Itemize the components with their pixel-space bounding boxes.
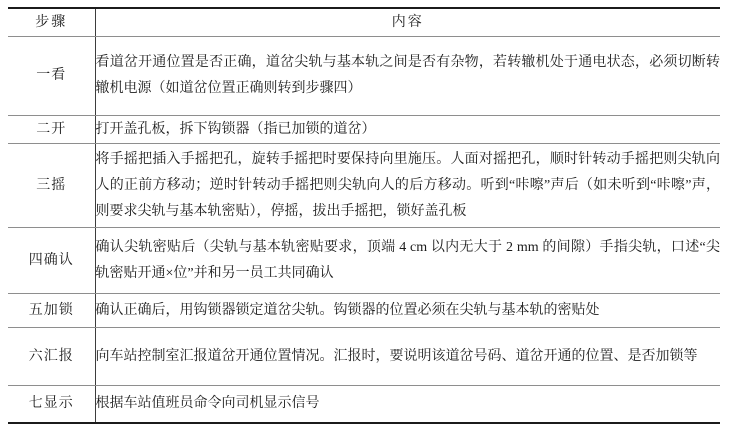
table-row: [8, 37, 720, 116]
table-row: [8, 228, 720, 294]
content-cell: 将手摇把插入手摇把孔，旋转手摇把时要保持向里施压。人面对摇把孔，顺时针转动手摇把则尖轨向人的正前方移动；逆时针转动手摇把则尖轨向人的后方移动。听到“咔嚓”声后（如未听到“咔嚓”声，则要求尖轨与基本轨密贴），停摇，拔出手摇把，锁好盖孔板: [95, 144, 720, 228]
column-header-content: 内容: [95, 8, 720, 37]
step-cell: 六汇报: [8, 328, 95, 386]
content-cell: 确认尖轨密贴后（尖轨与基本轨密贴要求，顶端 4 cm 以内无大于 2 mm 的间隙）手指尖轨，口述“尖轨密贴开通×位”并和另一员工共同确认: [95, 228, 720, 294]
column-header-step: 步骤: [8, 8, 95, 37]
table-row: [8, 294, 720, 328]
table-row: [8, 386, 720, 424]
step-cell: 三摇: [8, 144, 95, 228]
procedure-table: [8, 7, 720, 424]
content-cell: 根据车站值班员命令向司机显示信号: [95, 396, 320, 411]
content-cell: 打开盖孔板，拆下钩锁器（指已加锁的道岔）: [95, 116, 720, 144]
step-cell: 二开: [8, 116, 95, 144]
table-row: [8, 328, 720, 386]
table-row: [8, 144, 720, 228]
step-cell: 一看: [8, 37, 95, 116]
table-row: [8, 116, 720, 144]
content-cell: 看道岔开通位置是否正确，道岔尖轨与基本轨之间是否有杂物，若转辙机处于通电状态，必须切断转辙机电源（如道岔位置正确则转到步骤四）: [95, 37, 720, 116]
step-cell: 五加锁: [8, 294, 95, 328]
step-cell: 七显示: [8, 386, 95, 424]
content-cell: 向车站控制室汇报道岔开通位置情况。汇报时，要说明该道岔号码、道岔开通的位置、是否加锁等: [95, 328, 720, 386]
table-header-row: [8, 8, 720, 37]
step-cell: 四确认: [8, 228, 95, 294]
content-cell: 确认正确后，用钩锁器锁定道岔尖轨。钩锁器的位置必须在尖轨与基本轨的密贴处: [95, 294, 720, 328]
